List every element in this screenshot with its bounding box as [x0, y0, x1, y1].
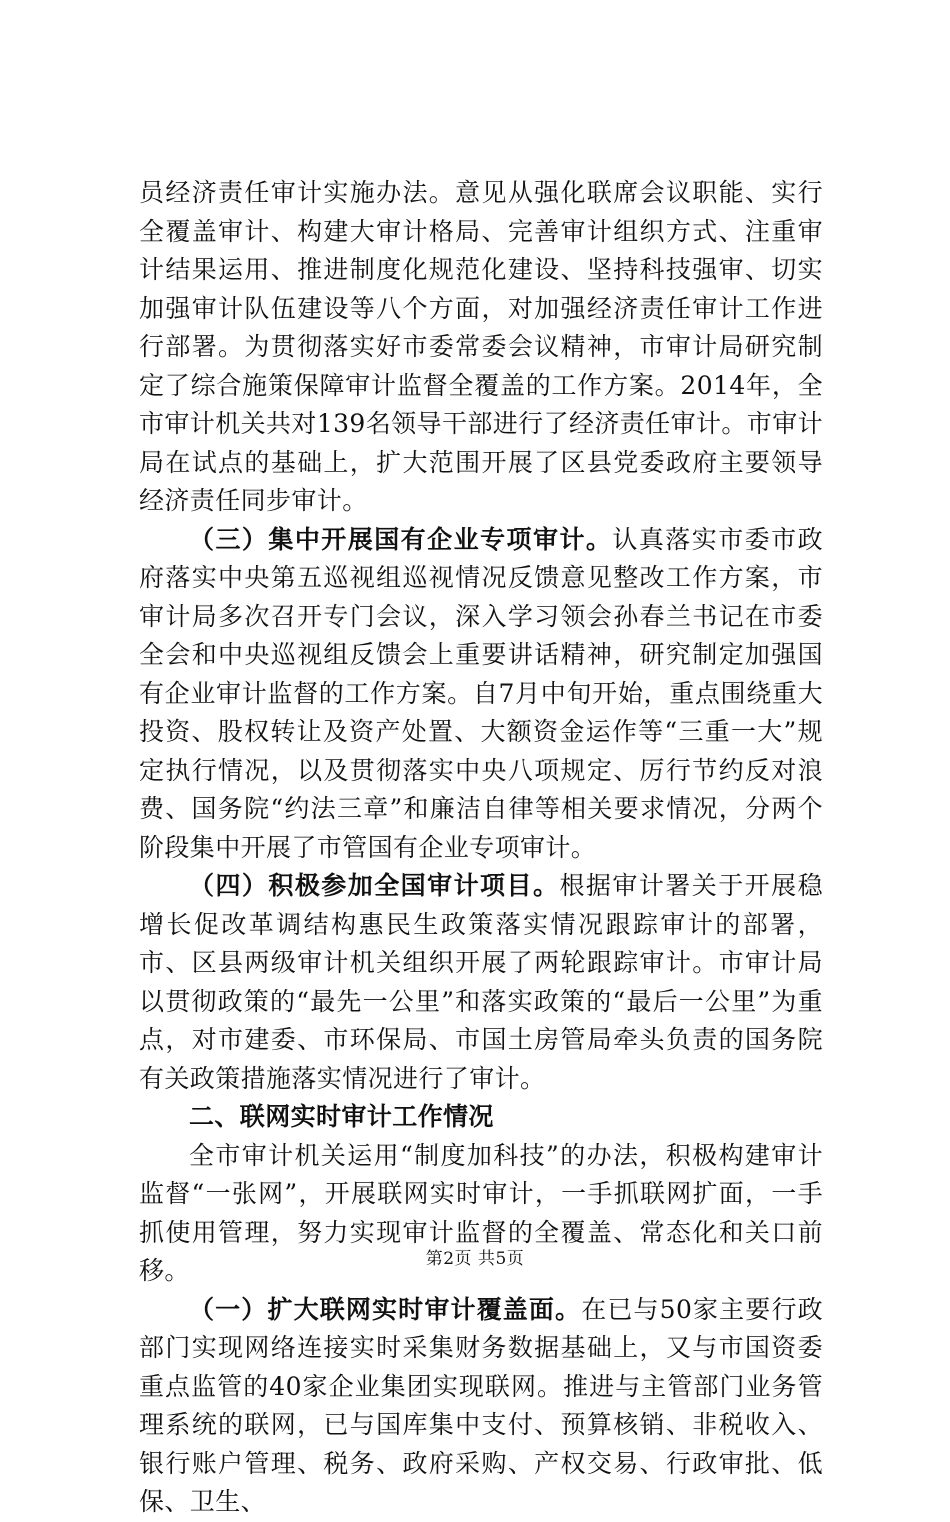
paragraph-state-enterprise-audit: [139, 521, 823, 868]
paragraph-text: 全市审计机关运用“制度加科技”的办法，积极构建审计监督“一张网”，开展联网实时审计，一手抓联网扩面，一手抓使用管理，努力实现审计监督的全覆盖、常态化和关口前移。: [139, 1140, 823, 1285]
paragraph-lead: （一）扩大联网实时审计覆盖面。: [189, 1294, 582, 1324]
page-number-footer: 第2页 共5页: [425, 1249, 525, 1269]
document-body: [139, 174, 823, 1522]
paragraph-lead: （三）集中开展国有企业专项审计。: [189, 524, 613, 554]
paragraph-national-audit-projects: [139, 867, 823, 1098]
paragraph-text: 根据审计署关于开展稳增长促改革调结构惠民生政策落实情况跟踪审计的部署，市、区县两级审计机关组织开展了两轮跟踪审计。市审计局以贯彻政策的“最先一公里”和落实政策的“最后一公里”为重点，对市建委、市环保局、市国土房管局牵头负责的国务院有关政策措施落实情况进行了审计。: [139, 871, 823, 1093]
paragraph-continuation: [139, 174, 823, 521]
paragraph-text: 员经济责任审计实施办法。意见从强化联席会议职能、实行全覆盖审计、构建大审计格局、完善审计组织方式、注重审计结果运用、推进制度化规范化建设、坚持科技强审、切实加强审计队伍建设等八个方面，对加强经济责任审计工作进行部署。为贯彻落实好市委常委会议精神，市审计局研究制定了综合施策保障审计监督全覆盖的工作方案。2014年，全市审计机关共对139名领导干部进行了经济责任审计。市审计局在试点的基础上，扩大范围开展了区县党委政府主要领导经济责任同步审计。: [139, 178, 823, 515]
section-heading: 二、联网实时审计工作情况: [189, 1102, 494, 1131]
paragraph-text: 认真落实市委市政府落实中央第五巡视组巡视情况反馈意见整改工作方案，市审计局多次召开专门会议，深入学习领会孙春兰书记在市委全会和中央巡视组反馈会上重要讲话精神，研究制定加强国有企业审计监督的工作方案。自7月中旬开始，重点围绕重大投资、股权转让及资产处置、大额资金运作等“三重一大”规定执行情况，以及贯彻落实中央八项规定、厉行节约反对浪费、国务院“约法三章”和廉洁自律等相关要求情况，分两个阶段集中开展了市管国有企业专项审计。: [139, 524, 823, 862]
paragraph-network-coverage: [139, 1291, 823, 1522]
paragraph-lead: （四）积极参加全国审计项目。: [189, 871, 560, 900]
paragraph-text: 在已与50家主要行政部门实现网络连接实时采集财务数据基础上，又与市国资委重点监管的40家企业集团实现联网。推进与主管部门业务管理系统的联网，已与国库集中支付、预算核销、非税收入、银行账户管理、税务、政府采购、产权交易、行政审批、低保、卫生、: [139, 1294, 823, 1516]
